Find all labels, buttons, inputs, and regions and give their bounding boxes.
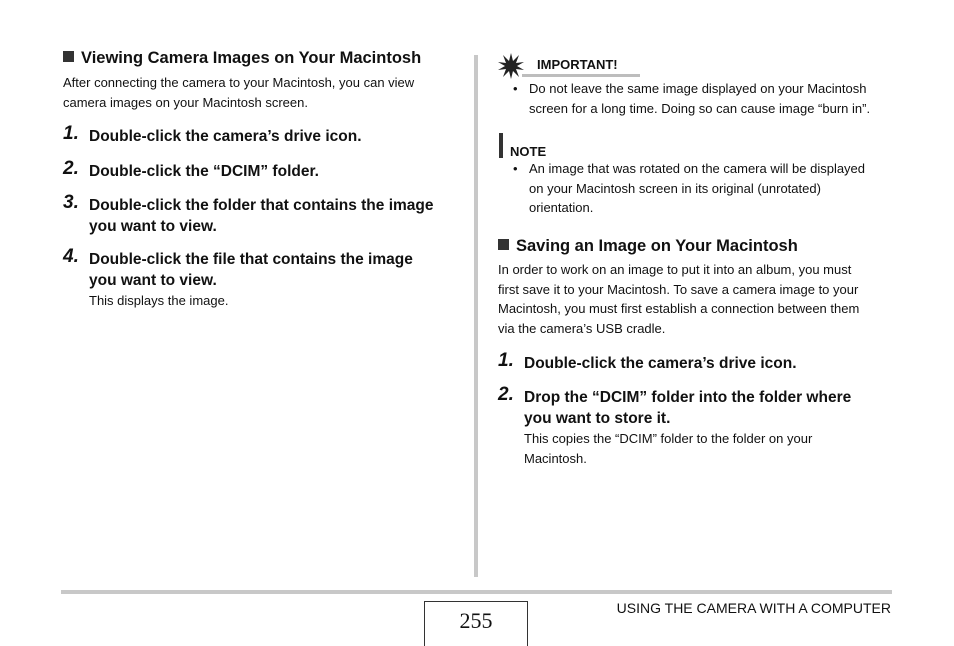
step-number: 2. — [498, 384, 514, 405]
saving-intro-text: In order to work on an image to put it into an album, you must first save it to your Macintosh. To save a camera image to your Macintosh, you must first establish a connection between them via the camera’s USB cradle. — [498, 262, 860, 336]
step-number: 1. — [498, 350, 514, 371]
chapter-title: USING THE CAMERA WITH A COMPUTER — [616, 600, 891, 616]
section-heading-viewing: Viewing Camera Images on Your Macintosh — [63, 49, 421, 68]
step-number: 3. — [63, 192, 79, 213]
step-number: 2. — [63, 158, 79, 179]
important-label: IMPORTANT! — [537, 57, 618, 72]
column-divider — [474, 55, 478, 577]
important-burst-icon — [498, 53, 524, 79]
important-underline — [522, 74, 640, 77]
step-number: 1. — [63, 123, 79, 144]
note-bar-icon — [499, 133, 503, 158]
footer-rule — [61, 590, 892, 594]
intro-text: After connecting the camera to your Macintosh, you can view camera images on your Macintosh screen. — [63, 75, 415, 110]
note-label: NOTE — [510, 144, 547, 159]
section-heading-saving: Saving an Image on Your Macintosh — [498, 237, 798, 256]
step-4-note: This displays the image. — [89, 293, 229, 308]
page-number: 255 — [424, 601, 528, 646]
step-number: 4. — [63, 246, 79, 267]
square-bullet-icon — [63, 51, 74, 62]
saving-step-2-note: This copies the “DCIM” folder to the folder on your Macintosh. — [524, 431, 813, 466]
square-bullet-icon — [498, 239, 509, 250]
